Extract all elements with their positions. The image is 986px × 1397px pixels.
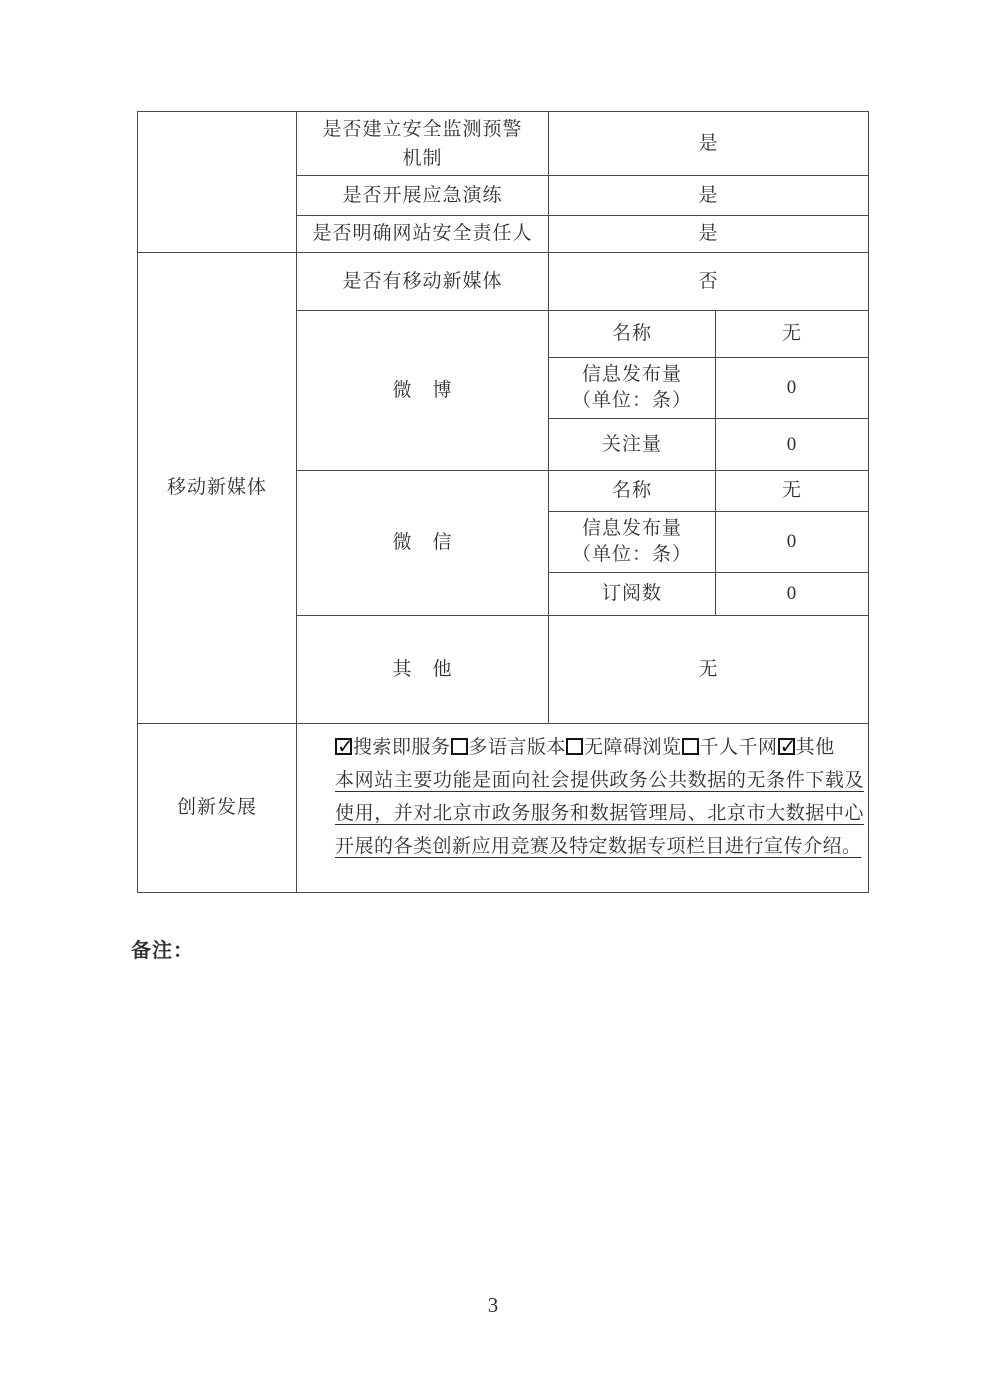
cell-group-wechat: 微 信 xyxy=(297,471,549,616)
cell-label-has-mobile-media: 是否有移动新媒体 xyxy=(297,253,549,311)
cell-label-security-officer: 是否明确网站安全责任人 xyxy=(297,216,549,253)
cell-label-wechat-posts xyxy=(549,512,716,573)
cell-section-mobile-media: 移动新媒体 xyxy=(138,253,297,724)
cell-value-wechat-name: 无 xyxy=(716,471,869,512)
cell-label-security-monitor: 是否建立安全监测预警机制 xyxy=(297,112,549,176)
cell-value-weibo-name: 无 xyxy=(716,311,869,358)
checkbox-unchecked-icon[interactable] xyxy=(566,738,583,755)
cell-value-wechat-subscribers: 0 xyxy=(716,573,869,616)
checkbox-checked-icon[interactable] xyxy=(335,738,352,755)
cell-value-security-monitor: 是 xyxy=(549,112,869,176)
checkbox-unchecked-icon[interactable] xyxy=(451,738,468,755)
innovation-description: 本网站主要功能是面向社会提供政务公共数据的无条件下载及使用，并对北京市政务服务和数据管理局、北京市大数据中心开展的各类创新应用竞赛及特定数据专项栏目进行宣传介绍。 xyxy=(335,770,865,857)
cell-value-other-media: 无 xyxy=(549,616,869,724)
cell-label-emergency-drill: 是否开展应急演练 xyxy=(297,176,549,216)
cell-label-wechat-subscribers: 订阅数 xyxy=(549,573,716,616)
cell-value-has-mobile-media: 否 xyxy=(549,253,869,311)
table-row xyxy=(138,112,869,176)
cell-label-weibo-posts xyxy=(549,358,716,419)
cell-label-weibo-name: 名称 xyxy=(549,311,716,358)
checkbox-item-personalized[interactable] xyxy=(682,737,778,758)
government-website-report-table xyxy=(137,111,869,893)
cell-value-security-officer: 是 xyxy=(549,216,869,253)
table-row xyxy=(138,253,869,311)
checkbox-item-search-service[interactable] xyxy=(335,737,451,758)
weibo-posts-label: 信息发布量 xyxy=(581,364,682,385)
wechat-posts-unit: （单位：条） xyxy=(571,544,692,565)
checkbox-label: 千人千网 xyxy=(699,737,778,758)
cell-value-weibo-followers: 0 xyxy=(716,419,869,471)
table-row xyxy=(138,724,869,893)
innovation-checkbox-row xyxy=(335,731,864,764)
checkbox-label: 无障碍浏览 xyxy=(584,737,682,758)
page-number: 3 xyxy=(487,1293,499,1317)
cell-innovation-content xyxy=(297,724,869,893)
checkbox-label: 其他 xyxy=(795,737,835,758)
remark-label: 备注： xyxy=(131,940,194,962)
cell-label-wechat-name: 名称 xyxy=(549,471,716,512)
checkbox-unchecked-icon[interactable] xyxy=(682,738,699,755)
cell-label-weibo-followers: 关注量 xyxy=(549,419,716,471)
cell-group-other-media: 其 他 xyxy=(297,616,549,724)
checkbox-item-multilingual[interactable] xyxy=(451,737,567,758)
checkbox-label: 搜索即服务 xyxy=(353,737,451,758)
checkbox-item-accessibility[interactable] xyxy=(566,737,682,758)
cell-section-innovation: 创新发展 xyxy=(138,724,297,893)
checkbox-label: 多语言版本 xyxy=(468,737,567,758)
checkbox-checked-icon[interactable] xyxy=(778,738,795,755)
weibo-posts-unit: （单位：条） xyxy=(571,390,692,411)
cell-group-weibo: 微 博 xyxy=(297,311,549,471)
cell-value-emergency-drill: 是 xyxy=(549,176,869,216)
cell-value-weibo-posts: 0 xyxy=(716,358,869,419)
cell-value-wechat-posts: 0 xyxy=(716,512,869,573)
checkbox-item-other[interactable] xyxy=(778,737,835,758)
cell-security-section-empty xyxy=(138,112,297,253)
wechat-posts-label: 信息发布量 xyxy=(581,518,682,539)
